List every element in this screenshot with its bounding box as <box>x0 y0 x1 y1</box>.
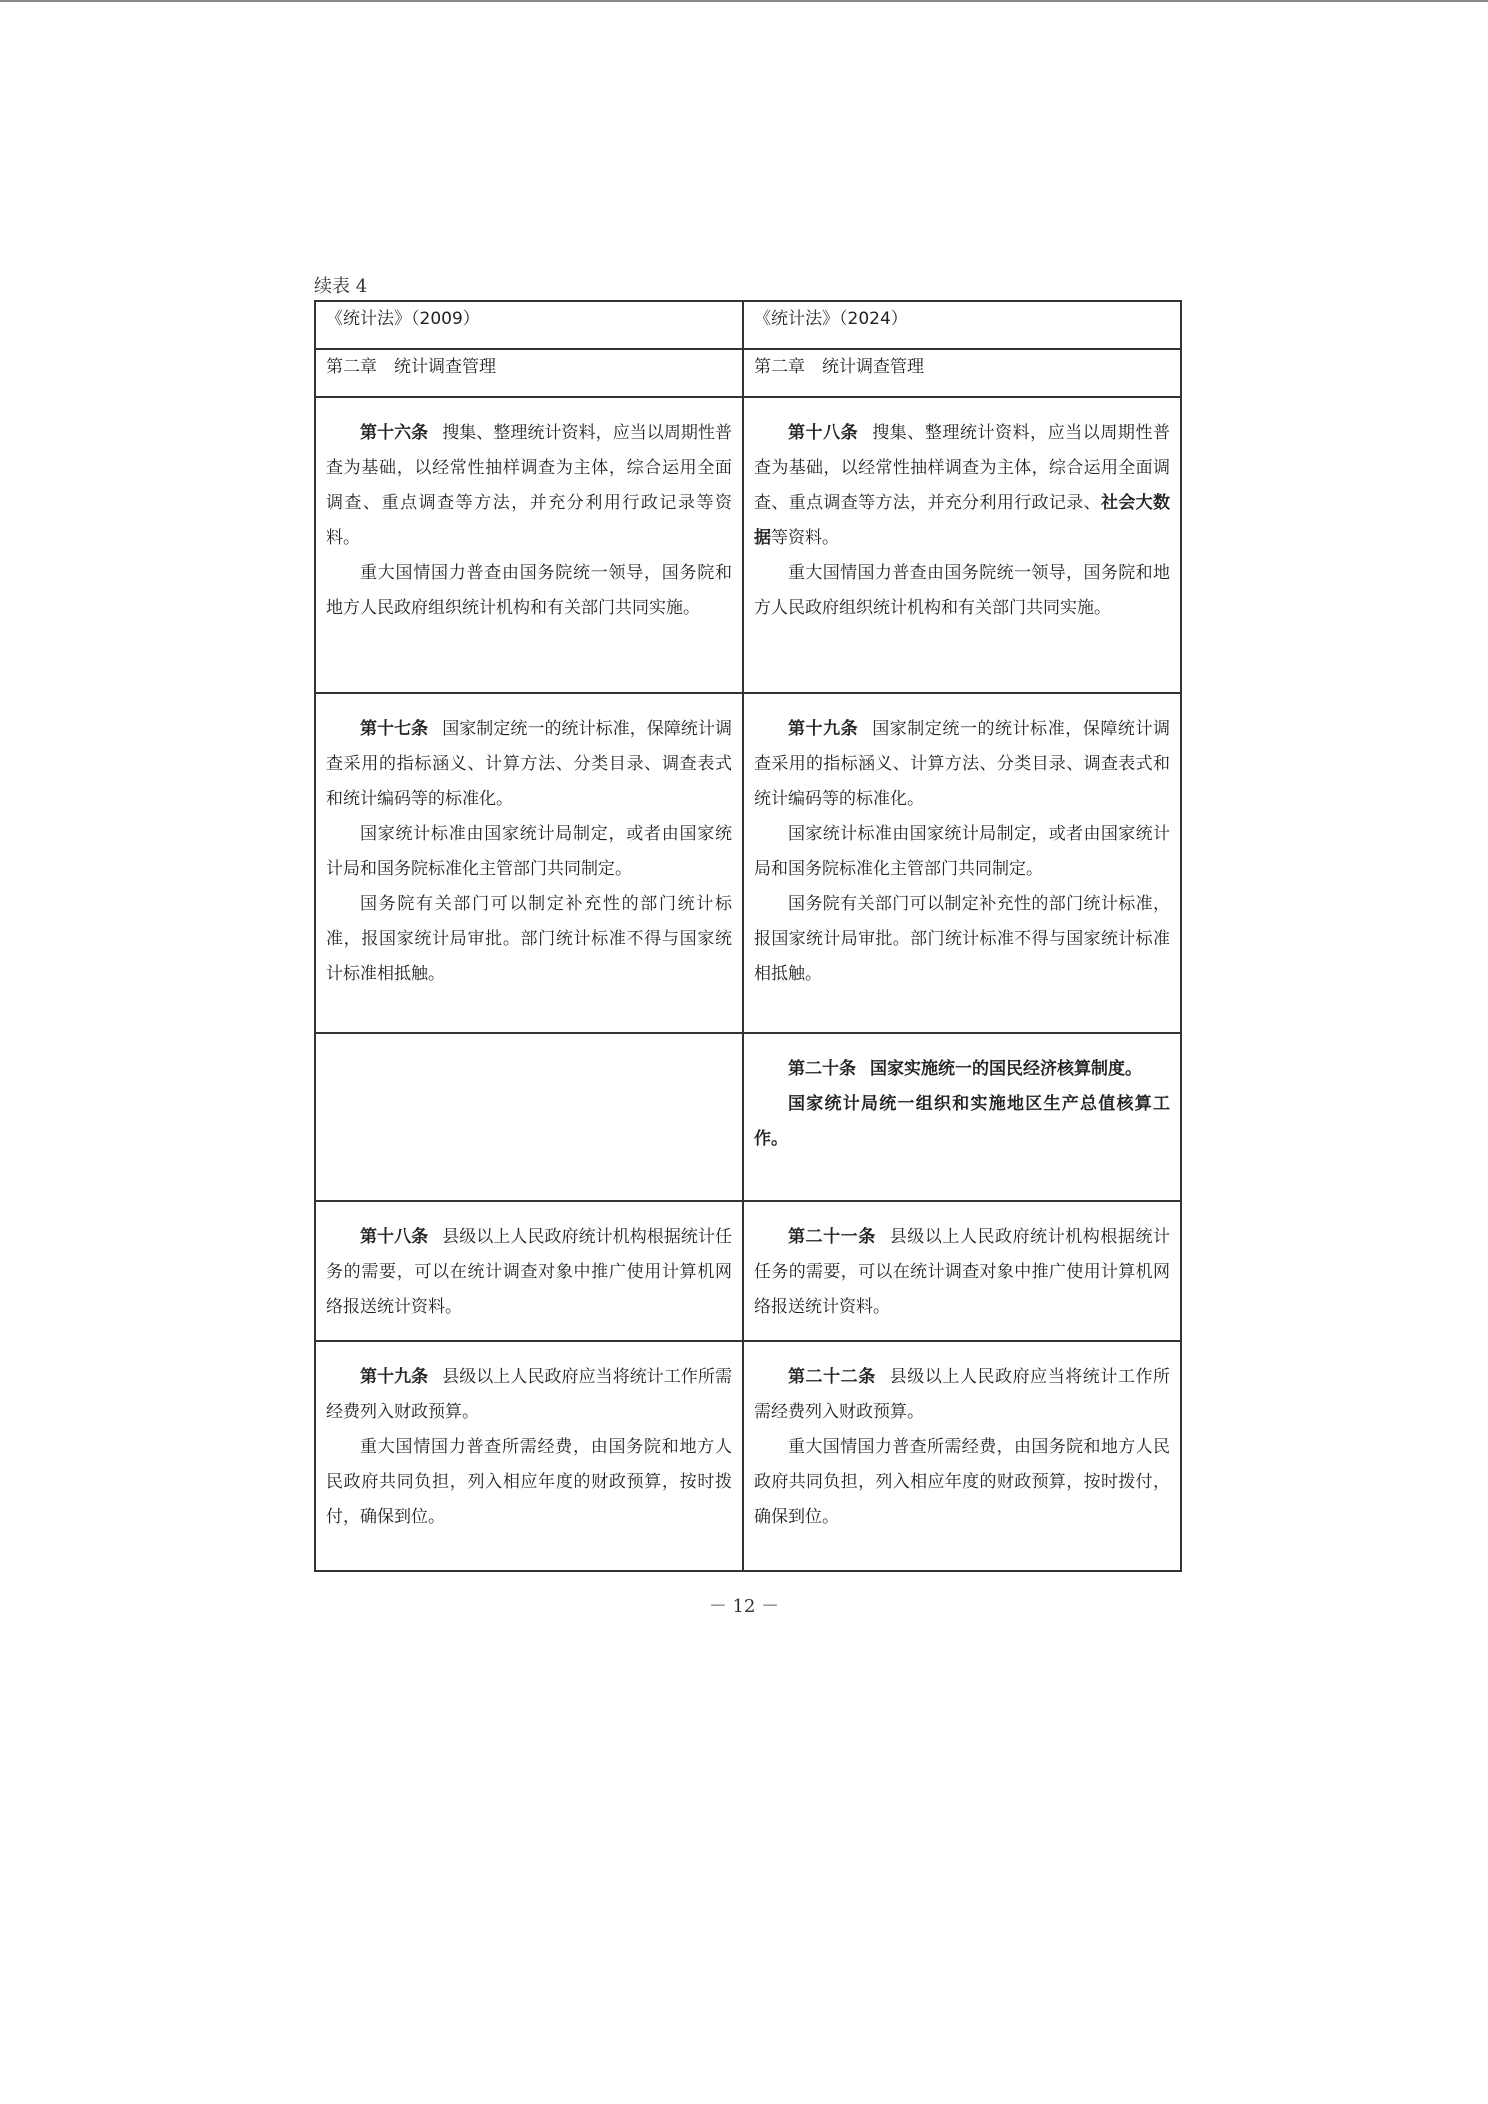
header-row <box>315 301 1181 349</box>
paragraph: 国务院有关部门可以制定补充性的部门统计标准，报国家统计局审批。部门统计标准不得与国家统计标准相抵触。 <box>326 894 732 984</box>
article-text: 国家实施统一的国民经济核算制度。 <box>870 1059 1142 1079</box>
paragraph <box>326 712 732 817</box>
paragraph: 国务院有关部门可以制定补充性的部门统计标准，报国家统计局审批。部门统计标准不得与国家统计标准相抵触。 <box>754 894 1170 984</box>
article-text: 县级以上人民政府应当将统计工作所需经费列入财政预算。 <box>754 1367 1170 1422</box>
table-row <box>315 1201 1181 1341</box>
paragraph <box>754 1052 1170 1087</box>
chapter-right: 第二章 统计调查管理 <box>743 349 1181 397</box>
article-number: 第十九条 <box>788 719 859 739</box>
table-row <box>315 1341 1181 1571</box>
article-text: 搜集、整理统计资料，应当以周期性普查为基础，以经常性抽样调查为主体，综合运用全面调查、重点调查等方法，并充分利用行政记录、 <box>754 423 1171 513</box>
paragraph: 重大国情国力普查由国务院统一领导，国务院和地方人民政府组织统计机构和有关部门共同实施。 <box>326 563 732 618</box>
article-number: 第十七条 <box>360 719 429 739</box>
article-number: 第十九条 <box>360 1367 429 1387</box>
cell-left <box>315 693 743 1033</box>
paragraph <box>326 416 732 556</box>
cell-left-empty <box>315 1033 743 1201</box>
header-left: 《统计法》（2009） <box>315 301 743 349</box>
comparison-table <box>314 300 1182 1572</box>
chapter-row <box>315 349 1181 397</box>
paragraph: 国家统计标准由国家统计局制定，或者由国家统计局和国务院标准化主管部门共同制定。 <box>754 824 1170 879</box>
paragraph: 重大国情国力普查所需经费，由国务院和地方人民政府共同负担，列入相应年度的财政预算，按时拨付，确保到位。 <box>754 1437 1170 1527</box>
article-text: 国家制定统一的统计标准，保障统计调查采用的指标涵义、计算方法、分类目录、调查表式和统计编码等的标准化。 <box>326 719 733 809</box>
article-number: 第十六条 <box>360 423 429 443</box>
cell-right <box>743 397 1181 693</box>
paragraph: 重大国情国力普查由国务院统一领导，国务院和地方人民政府组织统计机构和有关部门共同实施。 <box>754 563 1170 618</box>
paragraph <box>754 1360 1170 1430</box>
paragraph: 国家统计标准由国家统计局制定，或者由国家统计局和国务院标准化主管部门共同制定。 <box>326 824 732 879</box>
cell-left <box>315 397 743 693</box>
article-text: 搜集、整理统计资料，应当以周期性普查为基础，以经常性抽样调查为主体，综合运用全面调查、重点调查等方法，并充分利用行政记录等资料。 <box>326 423 733 548</box>
paragraph <box>326 1220 732 1325</box>
table-row <box>315 693 1181 1033</box>
cell-left <box>315 1341 743 1571</box>
article-text: 县级以上人民政府统计机构根据统计任务的需要，可以在统计调查对象中推广使用计算机网络报送统计资料。 <box>754 1227 1170 1317</box>
article-number: 第二十二条 <box>788 1367 876 1387</box>
chapter-left: 第二章 统计调查管理 <box>315 349 743 397</box>
cell-right <box>743 1033 1181 1201</box>
scan-top-edge <box>0 0 1488 2</box>
article-number: 第二十条 <box>788 1059 856 1079</box>
paragraph <box>754 416 1170 556</box>
cell-right <box>743 693 1181 1033</box>
article-text: 国家制定统一的统计标准，保障统计调查采用的指标涵义、计算方法、分类目录、调查表式和统计编码等的标准化。 <box>754 719 1171 809</box>
paragraph <box>754 712 1170 817</box>
page-number: － 12 － <box>708 1596 780 1617</box>
cell-left <box>315 1201 743 1341</box>
article-text: 县级以上人民政府统计机构根据统计任务的需要，可以在统计调查对象中推广使用计算机网络报送统计资料。 <box>326 1227 733 1317</box>
article-text: 等资料。 <box>771 528 839 548</box>
paragraph <box>326 1360 732 1430</box>
cell-right <box>743 1341 1181 1571</box>
paragraph: 重大国情国力普查所需经费，由国务院和地方人民政府共同负担，列入相应年度的财政预算，按时拨付，确保到位。 <box>326 1437 732 1527</box>
article-number: 第二十一条 <box>788 1227 876 1247</box>
article-text: 县级以上人民政府应当将统计工作所需经费列入财政预算。 <box>326 1367 733 1422</box>
table-caption: 续表 4 <box>314 276 368 297</box>
table-row <box>315 1033 1181 1201</box>
highlight-text: 社会大数据 <box>754 493 1171 548</box>
cell-right <box>743 1201 1181 1341</box>
header-right: 《统计法》（2024） <box>743 301 1181 349</box>
article-number: 第十八条 <box>788 423 859 443</box>
table-row <box>315 397 1181 693</box>
paragraph <box>754 1220 1170 1325</box>
article-number: 第十八条 <box>360 1227 429 1247</box>
paragraph: 国家统计局统一组织和实施地区生产总值核算工作。 <box>754 1094 1170 1149</box>
